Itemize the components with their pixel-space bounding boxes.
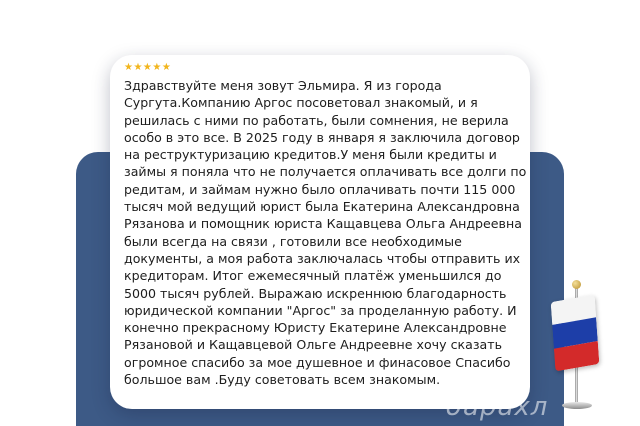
russian-flag-icon [551, 295, 600, 372]
review-line: Здравствуйте меня зовут Эльмира. Я из города [124, 78, 442, 93]
flag-finial [572, 280, 581, 289]
review-line: документы, а моя работа заключалась чтобы отправить их [124, 250, 521, 266]
watermark: барахл [446, 392, 549, 422]
flag-base [562, 402, 592, 409]
review-line: Сургута.Компанию Аргос посоветовал знакомый, и я [124, 95, 478, 111]
review-line: большое вам .Буду советовать всем знакомым. [124, 372, 441, 388]
review-text [124, 77, 526, 388]
star-rating: ★★★★★ [124, 62, 172, 73]
review-line: кредиторам. Итог ежемесячный платёж уменьшился до [124, 268, 502, 284]
review-line: 5000 тысяч рублей. Выражаю искреннюю благодарность [124, 285, 507, 301]
review-line: были всегда на связи , готовили все необходимые [124, 233, 462, 249]
review-line: на реструктуризацию кредитов.У меня были кредиты и [124, 147, 497, 163]
review-line: Рязанова и помощник юриста Кащавцева Ольга Андреевна [124, 216, 522, 232]
review-line: конечно прекрасному Юристу Екатерине Александровне [124, 320, 507, 336]
review-line: редитам, и займам нужно было оплачивать почти 115 000 [124, 181, 516, 197]
review-line: тысяч мой ведущий юрист была Екатерина Александровна [124, 199, 520, 215]
review-line: особо в это все. В 2025 году в января я заключила договор [124, 129, 520, 145]
review-line: юридической компании "Аргос" за проделанную работу. И [124, 302, 517, 318]
review-line: Рязановой и Кащавцевой Ольге Андреевне хочу сказать [124, 337, 503, 353]
review-line: займы я поняла что не получается оплачивать все долги по [124, 164, 527, 180]
review-line: решилась с ними по работать, были сомнения, не верила [124, 112, 509, 128]
review-line: огромное спасибо за мое душевное и финасовое Спасибо [124, 354, 511, 370]
